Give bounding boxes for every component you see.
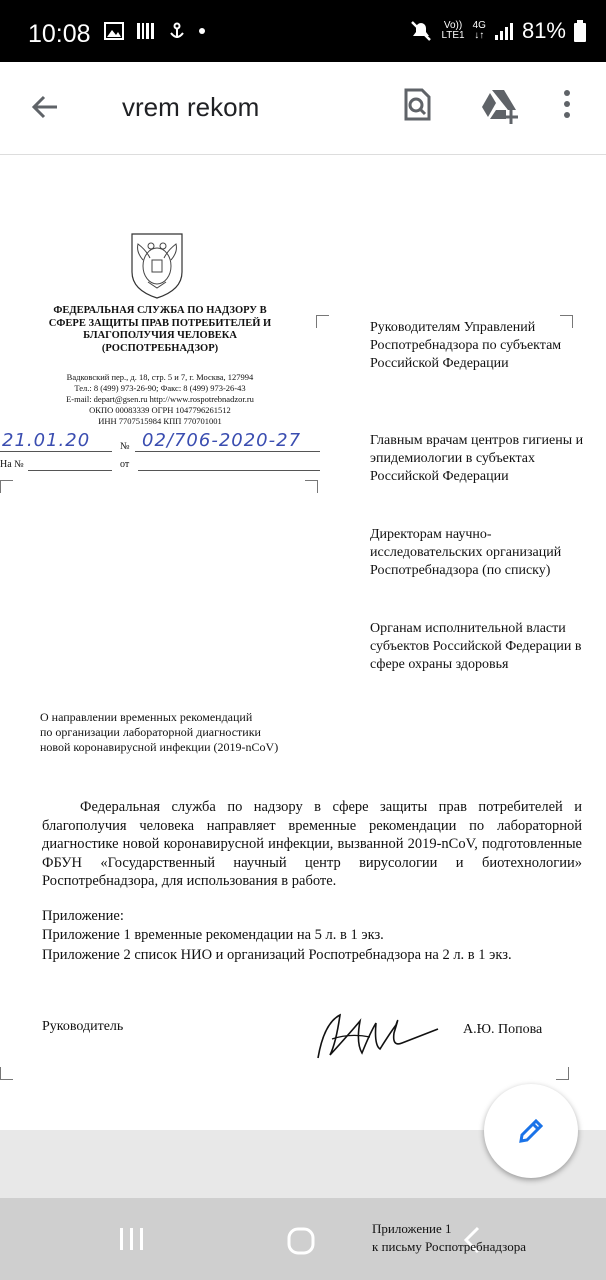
email-line: E-mail: depart@gsen.ru http://www.rospotrebnadzor.ru xyxy=(66,394,254,404)
recipient-block: Руководителям Управлений Роспотребнадзора по субъектам Российской Федерации xyxy=(370,320,562,371)
body-paragraph: Федеральная служба по надзору в сфере защиты прав потребителей и благополучия человека направляет временные рекомендации по лабораторной диагностике новой коронавирусной инфекции, вызванной 2019-nCoV, подготовленные ФБУН «Государственный научный центр вирусологии и биотехнологии» Роспотребнадзора, для использования в работе. xyxy=(42,799,582,889)
app-bar xyxy=(0,62,606,155)
handwritten-date: 21.01.20 xyxy=(2,430,91,451)
drive-add-icon[interactable] xyxy=(480,88,520,124)
corner-mark xyxy=(305,480,318,493)
notification-icons xyxy=(104,22,206,40)
corner-mark xyxy=(0,1067,13,1080)
edit-pencil-icon xyxy=(517,1117,545,1145)
corner-mark xyxy=(0,480,13,493)
attachments-title: Приложение: xyxy=(42,908,124,924)
coat-of-arms-emblem xyxy=(128,230,186,300)
edit-fab-button[interactable] xyxy=(484,1084,578,1178)
anchor-icon xyxy=(168,22,186,40)
next-page-header xyxy=(372,1220,526,1256)
organization-name: ФЕДЕРАЛЬНАЯ СЛУЖБА ПО НАДЗОРУ В СФЕРЕ ЗАЩИТЫ ПРАВ ПОТРЕБИТЕЛЕЙ И БЛАГОПОЛУЧИЯ ЧЕЛОВЕКА (РОСПОТРЕБНАДЗОР) xyxy=(48,305,272,354)
next-page-line: Приложение 1 xyxy=(372,1221,452,1236)
address-line: Вадковский пер., д. 18, стр. 5 и 7, г. Москва, 127994 xyxy=(66,372,254,382)
network-type: 4G ↓↑ xyxy=(472,20,486,41)
next-page-line: к письму Роспотребнадзора xyxy=(372,1239,526,1254)
inn-line: ИНН 7707515984 КПП 770701001 xyxy=(98,416,222,426)
ot-underline xyxy=(138,470,320,471)
signer-name: А.Ю. Попова xyxy=(463,1022,543,1037)
more-vert-icon[interactable] xyxy=(562,88,572,120)
subject-line: О направлении временных рекомендаций xyxy=(40,710,253,724)
attachment-item: Приложение 2 список НИО и организаций Роспотребнадзора на 2 л. в 1 экз. xyxy=(42,947,512,963)
handwritten-number: 02/706-2020-27 xyxy=(142,430,302,451)
back-arrow-icon[interactable] xyxy=(30,92,60,122)
organization-address xyxy=(40,372,280,427)
subject-line: по организации лабораторной диагностики xyxy=(40,725,261,739)
status-right xyxy=(409,18,586,44)
mute-icon xyxy=(409,20,433,42)
recent-apps-icon[interactable] xyxy=(118,1226,146,1252)
battery-percent: 81% xyxy=(521,18,566,43)
signal-icon xyxy=(494,21,514,41)
recipient-block: Главным врачам центров гигиены и эпидемиологии в субъектах Российской Федерации xyxy=(370,433,584,484)
na-underline xyxy=(28,470,112,471)
corner-mark xyxy=(316,315,329,328)
volte-indicator: Vo)) LTE1 xyxy=(441,20,465,41)
signer-role: Руководитель xyxy=(42,1019,124,1034)
ot-label: от xyxy=(120,459,130,470)
document-page xyxy=(0,155,606,1130)
gallery-icon xyxy=(104,22,124,40)
home-icon[interactable] xyxy=(286,1226,316,1256)
na-label: На № xyxy=(0,459,24,470)
date-underline xyxy=(0,451,112,452)
battery-icon xyxy=(574,20,586,42)
document-search-icon[interactable] xyxy=(402,88,432,122)
document-title: vrem rekom xyxy=(122,92,260,122)
okpo-line: ОКПО 00083339 ОГРН 1047796261512 xyxy=(89,405,231,415)
status-time: 10:08 xyxy=(28,20,91,48)
dot-icon xyxy=(198,27,206,35)
letter-body xyxy=(42,798,582,891)
phone-line: Тел.: 8 (499) 973-26-90; Факс: 8 (499) 973-26-43 xyxy=(74,383,246,393)
recipient-block: Директорам научно-исследовательских организаций Роспотребнадзора (по списку) xyxy=(370,527,562,578)
number-underline xyxy=(135,451,320,452)
attachment-item: Приложение 1 временные рекомендации на 5 л. в 1 экз. xyxy=(42,927,384,943)
number-label: № xyxy=(120,441,130,452)
subject-line: новой коронавирусной инфекции (2019-nCoV) xyxy=(40,740,279,754)
handwritten-signature xyxy=(310,1003,440,1063)
letter-subject xyxy=(40,710,340,755)
barcode-icon xyxy=(136,22,156,40)
status-bar xyxy=(0,0,606,62)
corner-mark xyxy=(556,1067,569,1080)
recipient-block: Органам исполнительной власти субъектов Российской Федерации в сфере охраны здоровья xyxy=(370,621,582,672)
